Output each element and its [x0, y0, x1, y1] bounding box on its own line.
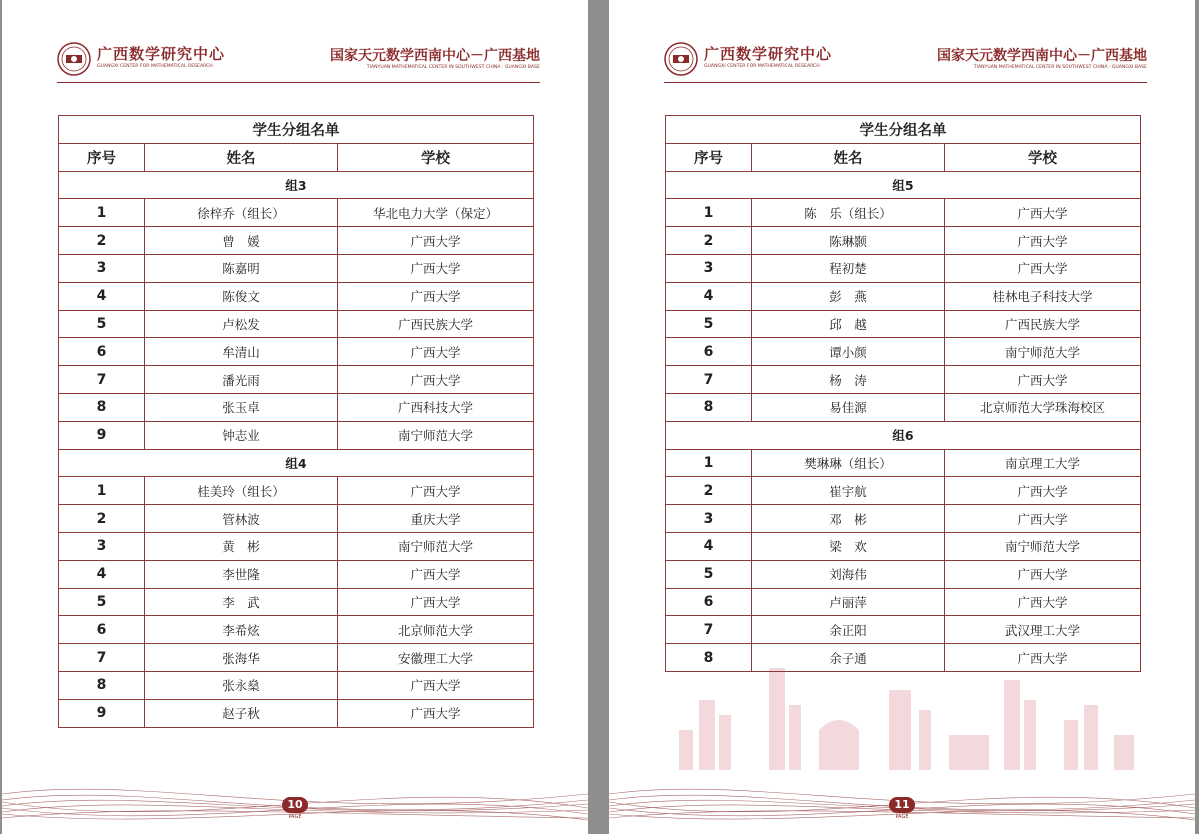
column-header-school: 学校 — [338, 143, 534, 171]
table-row — [59, 644, 534, 672]
school-name: 广西大学 — [338, 254, 534, 282]
table-row — [666, 199, 1141, 227]
row-number: 3 — [666, 505, 752, 533]
row-number: 1 — [59, 199, 145, 227]
table-row — [666, 449, 1141, 477]
row-number: 9 — [59, 699, 145, 727]
row-number: 7 — [59, 644, 145, 672]
row-number: 5 — [666, 310, 752, 338]
table-row — [666, 282, 1141, 310]
student-name: 李希炫 — [145, 616, 338, 644]
school-name: 广西大学 — [338, 477, 534, 505]
center-name-en: TIANYUAN MATHEMATICAL CENTER IN SOUTHWEST CHINA · GUANGXI BASE — [366, 65, 540, 70]
school-name: 武汉理工大学 — [945, 616, 1141, 644]
table-row — [666, 616, 1141, 644]
column-header-name: 姓名 — [145, 143, 338, 171]
student-name: 潘光雨 — [145, 366, 338, 394]
table-row — [59, 393, 534, 421]
org-name-en: GUANGXI CENTER FOR MATHEMATICAL RESEARCH — [97, 64, 213, 69]
row-number: 2 — [59, 227, 145, 255]
roster-table — [58, 115, 534, 728]
school-name: 广西民族大学 — [338, 310, 534, 338]
school-name: 广西大学 — [945, 644, 1141, 672]
school-name: 南宁师范大学 — [338, 532, 534, 560]
school-name: 南宁师范大学 — [338, 421, 534, 449]
page-11 — [609, 0, 1195, 834]
school-name: 广西大学 — [338, 699, 534, 727]
group-header: 组4 — [59, 449, 534, 477]
school-name: 广西大学 — [945, 560, 1141, 588]
school-name: 广西大学 — [945, 477, 1141, 505]
row-number: 4 — [59, 560, 145, 588]
student-name: 管林波 — [145, 505, 338, 533]
table-row — [59, 671, 534, 699]
school-name: 广西大学 — [945, 366, 1141, 394]
school-name: 广西大学 — [945, 254, 1141, 282]
org-name-cn: 广西数学研究中心 — [704, 45, 833, 63]
student-name: 余子通 — [752, 644, 945, 672]
table-row — [59, 199, 534, 227]
table-row — [59, 560, 534, 588]
table-row — [59, 477, 534, 505]
table-row — [59, 532, 534, 560]
school-name: 广西大学 — [338, 560, 534, 588]
row-number: 8 — [666, 644, 752, 672]
row-number: 2 — [666, 477, 752, 505]
row-number: 7 — [666, 366, 752, 394]
column-header-name: 姓名 — [752, 143, 945, 171]
table-title: 学生分组名单 — [59, 116, 534, 144]
row-number: 3 — [59, 254, 145, 282]
page-10 — [2, 0, 588, 834]
page-label: PAGE — [288, 814, 302, 820]
row-number: 6 — [59, 338, 145, 366]
table-row — [666, 505, 1141, 533]
table-row — [59, 282, 534, 310]
table-row — [59, 227, 534, 255]
table-row — [59, 310, 534, 338]
student-name: 黄 彬 — [145, 532, 338, 560]
row-number: 2 — [666, 227, 752, 255]
column-header-school: 学校 — [945, 143, 1141, 171]
school-name: 北京师范大学珠海校区 — [945, 393, 1141, 421]
row-number: 9 — [59, 421, 145, 449]
table-row — [59, 338, 534, 366]
student-name: 邓 彬 — [752, 505, 945, 533]
student-name: 张玉卓 — [145, 393, 338, 421]
row-number: 4 — [666, 282, 752, 310]
school-name: 广西大学 — [338, 588, 534, 616]
page-number: 11 — [889, 797, 915, 813]
student-name: 谭小颜 — [752, 338, 945, 366]
org-name-en: GUANGXI CENTER FOR MATHEMATICAL RESEARCH — [704, 64, 820, 69]
row-number: 6 — [666, 588, 752, 616]
student-name: 钟志业 — [145, 421, 338, 449]
school-name: 北京师范大学 — [338, 616, 534, 644]
row-number: 7 — [666, 616, 752, 644]
student-name: 桂美玲（组长） — [145, 477, 338, 505]
school-name: 广西大学 — [945, 199, 1141, 227]
table-row — [666, 254, 1141, 282]
school-name: 广西大学 — [338, 282, 534, 310]
org-name-cn: 广西数学研究中心 — [97, 45, 226, 63]
row-number: 6 — [59, 616, 145, 644]
row-number: 6 — [666, 338, 752, 366]
row-number: 1 — [666, 199, 752, 227]
table-row — [59, 366, 534, 394]
table-row — [666, 560, 1141, 588]
city-skyline-decoration — [669, 660, 1149, 770]
school-name: 南宁师范大学 — [945, 532, 1141, 560]
student-name: 易佳源 — [752, 393, 945, 421]
student-name: 余正阳 — [752, 616, 945, 644]
group-header: 组5 — [666, 171, 1141, 199]
school-name: 广西大学 — [945, 505, 1141, 533]
row-number: 3 — [59, 532, 145, 560]
student-name: 崔宇航 — [752, 477, 945, 505]
school-name: 广西科技大学 — [338, 393, 534, 421]
page-label: PAGE — [895, 814, 909, 820]
student-name: 赵子秋 — [145, 699, 338, 727]
student-name: 杨 涛 — [752, 366, 945, 394]
row-number: 4 — [59, 282, 145, 310]
column-header-number: 序号 — [666, 143, 752, 171]
student-name: 梁 欢 — [752, 532, 945, 560]
table-row — [666, 477, 1141, 505]
row-number: 3 — [666, 254, 752, 282]
row-number: 7 — [59, 366, 145, 394]
school-name: 广西大学 — [338, 671, 534, 699]
school-name: 广西大学 — [945, 588, 1141, 616]
table-row — [666, 227, 1141, 255]
table-row — [59, 505, 534, 533]
roster-table — [665, 115, 1141, 672]
student-name: 邱 越 — [752, 310, 945, 338]
page-number: 10 — [282, 797, 308, 813]
student-name: 徐梓乔（组长） — [145, 199, 338, 227]
table-title: 学生分组名单 — [666, 116, 1141, 144]
row-number: 5 — [59, 588, 145, 616]
center-name-cn: 国家天元数学西南中心－广西基地 — [937, 48, 1147, 64]
school-name: 广西民族大学 — [945, 310, 1141, 338]
school-name: 桂林电子科技大学 — [945, 282, 1141, 310]
student-name: 李世隆 — [145, 560, 338, 588]
table-row — [59, 616, 534, 644]
page-header — [57, 40, 540, 83]
school-name: 华北电力大学（保定） — [338, 199, 534, 227]
group-header: 组3 — [59, 171, 534, 199]
school-name: 广西大学 — [338, 366, 534, 394]
student-name: 曾 媛 — [145, 227, 338, 255]
student-name: 陈琳颢 — [752, 227, 945, 255]
row-number: 8 — [59, 671, 145, 699]
table-row — [666, 644, 1141, 672]
center-name-en: TIANYUAN MATHEMATICAL CENTER IN SOUTHWEST CHINA · GUANGXI BASE — [973, 65, 1147, 70]
table-row — [666, 393, 1141, 421]
table-row — [666, 588, 1141, 616]
student-name: 牟清山 — [145, 338, 338, 366]
row-number: 1 — [666, 449, 752, 477]
center-name-cn: 国家天元数学西南中心－广西基地 — [330, 48, 540, 64]
student-name: 李 武 — [145, 588, 338, 616]
student-name: 陈 乐（组长） — [752, 199, 945, 227]
row-number: 8 — [666, 393, 752, 421]
student-name: 陈俊文 — [145, 282, 338, 310]
school-name: 广西大学 — [338, 227, 534, 255]
row-number: 2 — [59, 505, 145, 533]
table-row — [666, 310, 1141, 338]
table-row — [666, 338, 1141, 366]
student-name: 樊琳琳（组长） — [752, 449, 945, 477]
student-name: 陈嘉明 — [145, 254, 338, 282]
row-number: 1 — [59, 477, 145, 505]
row-number: 5 — [59, 310, 145, 338]
column-header-number: 序号 — [59, 143, 145, 171]
group-header: 组6 — [666, 421, 1141, 449]
student-name: 张永燊 — [145, 671, 338, 699]
student-name: 刘海伟 — [752, 560, 945, 588]
student-name: 卢松发 — [145, 310, 338, 338]
table-row — [59, 421, 534, 449]
school-name: 重庆大学 — [338, 505, 534, 533]
table-row — [666, 532, 1141, 560]
row-number: 5 — [666, 560, 752, 588]
student-name: 卢丽萍 — [752, 588, 945, 616]
table-row — [59, 588, 534, 616]
row-number: 8 — [59, 393, 145, 421]
table-row — [59, 699, 534, 727]
center-logo-icon — [664, 42, 698, 76]
school-name: 南京理工大学 — [945, 449, 1141, 477]
table-row — [59, 254, 534, 282]
student-name: 程初楚 — [752, 254, 945, 282]
school-name: 广西大学 — [338, 338, 534, 366]
school-name: 安徽理工大学 — [338, 644, 534, 672]
page-header — [664, 40, 1147, 83]
student-name: 张海华 — [145, 644, 338, 672]
row-number: 4 — [666, 532, 752, 560]
center-logo-icon — [57, 42, 91, 76]
school-name: 广西大学 — [945, 227, 1141, 255]
student-name: 彭 燕 — [752, 282, 945, 310]
school-name: 南宁师范大学 — [945, 338, 1141, 366]
table-row — [666, 366, 1141, 394]
